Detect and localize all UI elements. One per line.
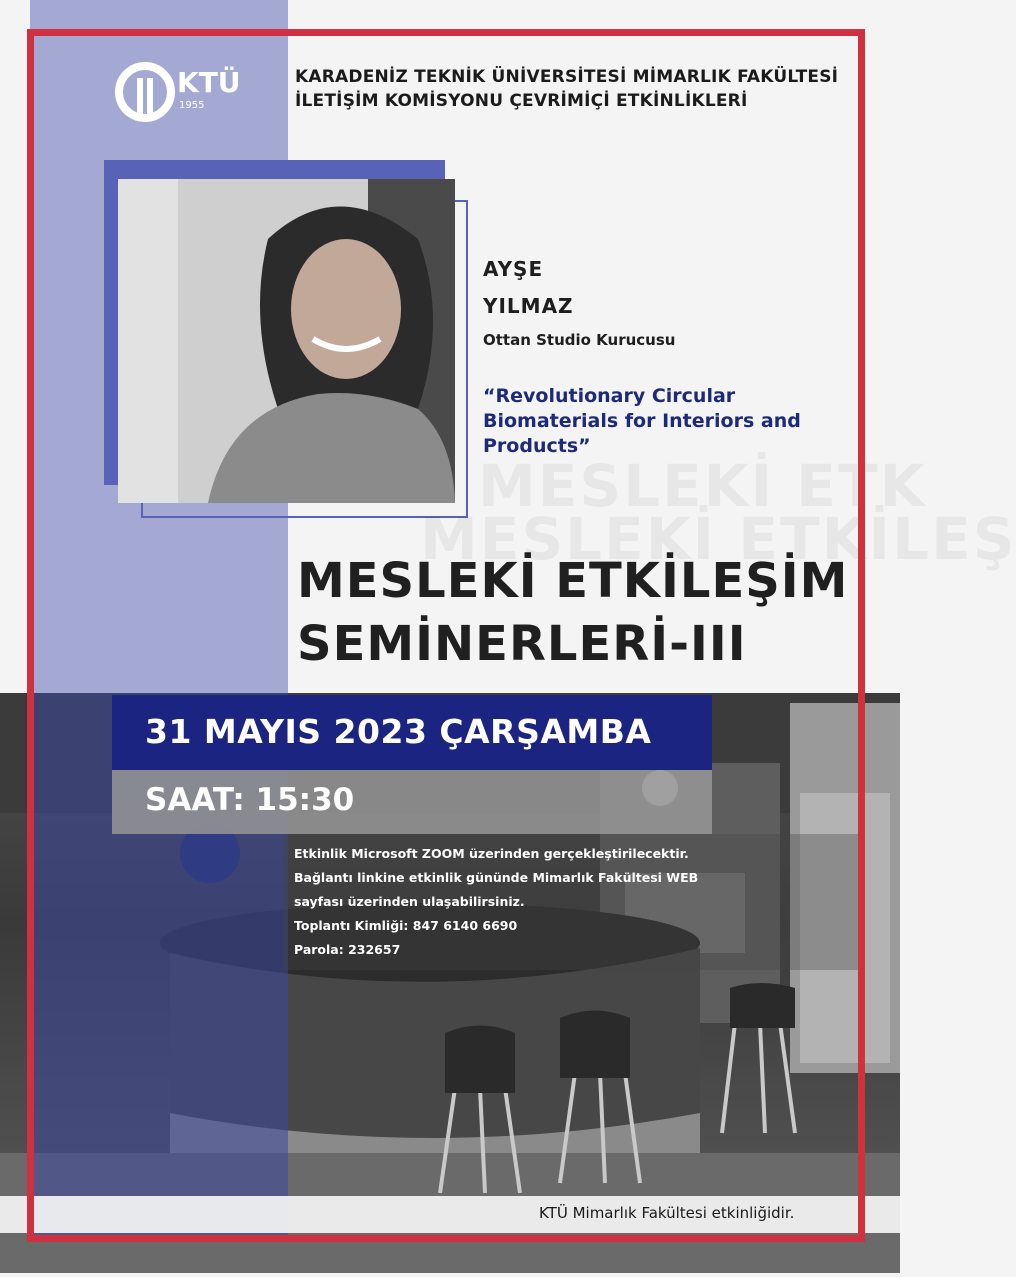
speaker-first-name: AYŞE <box>483 257 544 281</box>
footer-text: KTÜ Mimarlık Fakültesi etkinliğidir. <box>539 1204 795 1222</box>
event-title-line-1: MESLEKİ ETKİLEŞİM <box>297 553 849 609</box>
event-title-line-2: SEMİNERLERİ-III <box>297 616 747 672</box>
event-date: 31 MAYIS 2023 ÇARŞAMBA <box>145 712 652 751</box>
logo-text: KTÜ <box>177 66 241 99</box>
event-time: SAAT: 15:30 <box>145 782 355 818</box>
meeting-password: Parola: 232657 <box>294 942 401 957</box>
info-line-2: Bağlantı linkine etkinlik gününde Mimarlık Fakültesi WEB <box>294 870 699 885</box>
info-line-3: sayfası üzerinden ulaşabilirsiniz. <box>294 894 525 909</box>
header-line-2: İLETİŞİM KOMİSYONU ÇEVRİMİÇİ ETKİNLİKLERİ <box>295 91 748 111</box>
speaker-last-name: YILMAZ <box>483 294 574 318</box>
header-line-1: KARADENİZ TEKNİK ÜNİVERSİTESİ MİMARLIK FAKÜLTESİ <box>295 67 839 87</box>
info-line-1: Etkinlik Microsoft ZOOM üzerinden gerçekleştirilecektir. <box>294 846 689 861</box>
watermark-line-1: MESLEKİ ETK <box>478 452 927 520</box>
logo-year: 1955 <box>179 100 205 111</box>
speaker-role: Ottan Studio Kurucusu <box>483 331 676 349</box>
talk-title: “Revolutionary Circular Biomaterials for Interiors and Products” <box>483 385 801 457</box>
red-frame <box>27 29 865 1242</box>
meeting-id: Toplantı Kimliği: 847 6140 6690 <box>294 918 518 933</box>
watermark-line-2: MESLEKİ ETKİLEŞ <box>420 505 1016 573</box>
